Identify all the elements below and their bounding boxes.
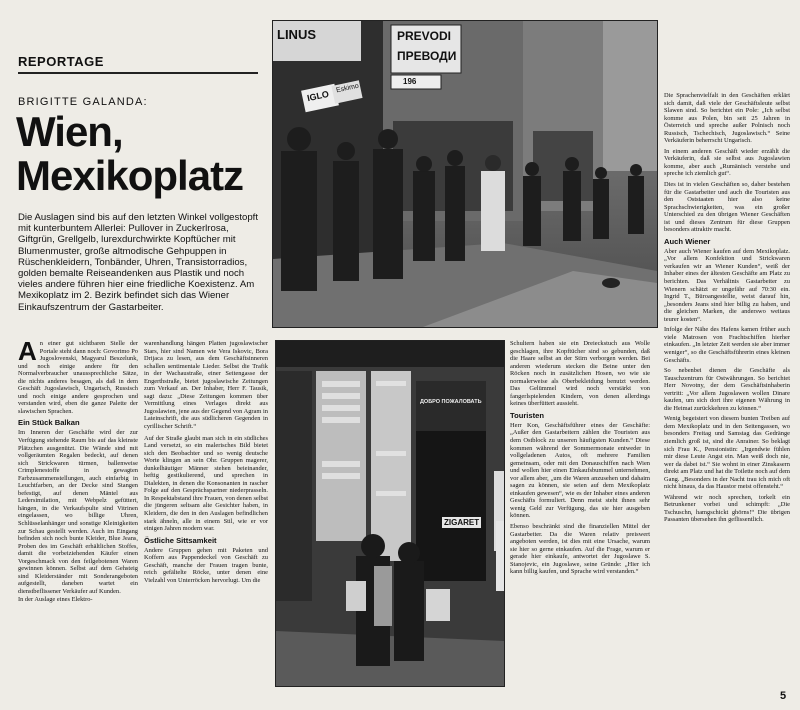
subhead-ein-stueck-balkan: Ein Stück Balkan (18, 418, 80, 428)
sign-eskimo: Eskimo (335, 82, 360, 95)
col4-paragraph-3: Dies ist in vielen Geschäften so, daher bestehen für die Gastarbeiter und auch die Touristen aus den Oststaaten hier also keine Sprachschwierigkeiten, was ein großer Unterschied zu den übrigen Wiener Geschäften ist und dieses Zentrum für diese Gruppen besonders attraktiv macht. (664, 181, 790, 234)
col4-paragraph-8: Während wir noch sprechen, torkelt ein Betrunkener vorbei und schimpft: „Die Tschuschn, hamgschickt ghörns!“ Die übrigen Passanten übersehen ihn geflissentlich. (664, 493, 790, 524)
shopfront-photo (275, 340, 505, 687)
col2-paragraph-2: Auf der Straße glaubt man sich in ein südliches Land versetzt, so ein malerisches Bild bietet sich den Beobachter und so wenig deutsche Worte klingen an sein Ohr. Gruppen magerer, dunkelhäutiger Männer stehen beieinander, heftig gestikulierend, und sprechen in Dialekten, in denen die Konsonanten in rascher Folge auf den Gesprächspartner niederprasseln. In Respektabstand ihre Frauen, von denen selbst die jüngeren seltsam alte Gesichter haben, in Kleidern, die den in den Auslagen befindlichen stark ähneln, alle in einem Stil, wie er vor einigen Jahren modern war. (144, 434, 268, 533)
sign-linus: LINUS (277, 27, 316, 42)
col1-paragraph-3: In der Auslage eines Elektro- (18, 595, 93, 603)
sign-zigaret: ZIGARET (444, 518, 480, 527)
sign-cyrillic: ДОБРО ПОЖАЛОВАТЬ (420, 399, 482, 405)
col4-paragraph-7: Wenig begeistert von diesem bunten Treiben auf dem Mexikoplatz und in den Seitengassen, wo besonders Freitag und Samstag das Gedränge ziemlich groß ist, sind die Anrainer. So beklagt sich Frau K., Pensionistin: „Irgendwie fühlen mir diese Leute Angst ein. Man weiß doch nie, wer da dabei ist.“ Sie wohnt in einer Zinskasern direkt am Platz und hat die Toilette noch auf dem Gang. „Besonders in der Nacht trau ich mich oft nicht hinaus, da das Haustor meist offensteht.“ (664, 415, 790, 491)
sign-number: 196 (403, 77, 417, 86)
sign-iglo: IGLO (306, 88, 330, 104)
sign-prevodi-cyrillic: ПРЕВОДИ (397, 49, 457, 63)
col4-paragraph-5: Infolge der Nähe des Hafens kamen früher auch viele Matrosen von Frachtschiffen hierher einkaufen. „In letzter Zeit werden sie aber immer weniger“, so die Geschäftsführerin eines kleinen Geschäfts. (664, 326, 790, 364)
article-column-3 (510, 340, 650, 685)
article-column-4 (664, 92, 790, 686)
col3-paragraph-3: Ebenso beschränkt sind die finanziellen Mittel der Gastarbeiter. Da die Waren relativ preiswert angeboten werden, ist dies mit eine Ursache, warum sie hier so gerne einkaufen. Auf die Frage, warum er gerade hier einkaufe, antwortet der Jugoslawe S. Stanojevic, ein Jugoslawe, seine Gründe: „Hier ich kann billig kaufen, und Sprache wird verstanden.“ (510, 523, 650, 576)
col1-paragraph-1: n einer gut sichtbaren Stelle der Portale steht dann noch: Govorimo Po Jugoslovenski, Magyarul Beszelunk, und noch einige andere für den Normalverbraucher unaussprechliche Sätze, die nichts anderes besagen, als daß in dem Geschäft Jugoslawisch, Ungarisch, Russisch und noch einige andere gesprochen und verstanden wird, eben die ganze Palette der slawischen Sprachen. (18, 340, 138, 415)
col4-paragraph-2: In einem anderen Geschäft wieder erzählt die Verkäuferin, daß sie selbst aus Jugoslawien komme, aber auch „Rumänisch verstehe und spreche ich ziemlich gut“. (664, 147, 790, 178)
street-photo (272, 20, 658, 328)
author-byline: BRIGITTE GALANDA: (18, 96, 148, 108)
article-headline (16, 110, 276, 198)
lead-paragraph: Die Auslagen sind bis auf den letzten Winkel vollgestopft mit kunterbuntem Allerlei: Pullover in Zuckerlrosa, Giftgrün, Grellgelb, lurexdurchwirkte Kopftücher mit Blumenmuster, große altmodische Gehpuppen in Rüschenkleidern, Tonbänder, Uhren, Transistorradios, golden bemalte Reiseandenken aus Plastik und noch vieles andere führen hier eine friedliche Koexistenz. Am Mexikoplatz im 2. Bezirk befindet sich das Wiener Einkaufszentrum der Gastarbeiter. (18, 212, 258, 313)
col4-paragraph-4: Aber auch Wiener kaufen auf dem Mexikoplatz. „Vor allem Konfektion und Strickwaren verkaufen wir an Wiener Kunden“, weiß der Inhaber eines der ältesten Geschäfte am Platz zu berichten. Das Verhältnis Gastarbeiter zu Wienern schätzt er ungefähr auf 70:30 ein. Ingrid T., Büroangestellte, weist darauf hin, „besonders Jeans sind hier billig zu haben, und die gleichen Marken, die anderswo weitaus teurer kosten“. (664, 247, 790, 323)
col1-paragraph-2: Im Inneren der Geschäfte wird der zur Verfügung stehende Raum bis auf das kleinste Plätzchen ausgenützt. Die Wände sind mit vollgeräumten Regalen bedeckt, auf denen sich Strickwaren türmen, ballenweise Crimplenestoffe in gewagten Farbzusammenstellungen, auch einfarbig in Leuchtfarben, an der Decke sind Stangen befestigt, auf denen Mäntel aus Ledersimilation, mit Webpelz gefüttert, hängen, in die Verkaufspulte sind Vitrinen eingelassen, wo billige Uhren, Schlüsselanhänger und sonstige Kleinigkeiten zur Schau gestellt werden. Auch im Eingang befinden sich noch bunte Kleider, Blue Jeans, Proben des im Geschäft erhältlichen Stoffes, damit die vorbeiziehenden Käufer einen Vorgeschmack von den feilgebotenen Waren gewinnen können. Selbst auf dem Gehsteig sind Kleiderständer mit Sonderangeboten aufgestellt, daneben wartet ein dienstbeflissener Verkäufer auf Kunden. (18, 429, 138, 595)
article-column-1 (18, 340, 138, 702)
sign-prevodi: PREVODI (397, 29, 452, 43)
article-column-2 (144, 340, 268, 702)
col2-paragraph-1: warenhandlung hängen Platten jugoslawischer Stars, hier sind Namen wie Vera Iskovic, Bora Drijaca zu lesen, aus dem Geschäftsinneren schallen sentimentale Lieder. Selbst die Trafik in der Wachaustraße, einer Seitengasse der Engerthstraße, bietet jugoslawische Zeitungen zum Verkauf an. Der Inhaber, Herr F. Tausik, sagt dazu: „Diese Zeitungen kommen über Vermittlung eines Verlages direkt aus Jugoslawien, jene aus der Gegend von Agram in Lateinschrift, die aus südlicheren Gegenden in cyrillischer Schrift.“ (144, 340, 268, 431)
page-number: 5 (780, 690, 787, 702)
subhead-auch-wiener: Auch Wiener (664, 236, 711, 246)
col3-paragraph-2: Herr Kon, Geschäftsführer eines der Geschäfte: „Außer den Gastarbeitern zählen die Touristen aus dem Ostblock zu unseren häufigsten Kunden.“ Diese kommen während der Sommermonate entweder in vollgeladenen Autos, oft mehrere Familien gemeinsam, oder mit den Donauschiffen nach Wien und wollen hier einen Einkaufsbummel unternehmen, vor allem aber, „um die Waren anzusehen und dahaim sagen zu können, sie seien auf dem Mexikoplatz einkaufen gewesen“, wie es der Inhaber eines anderen Geschäfts formuliert. Denn meist steht ihnen sehr wenig Geld zur Verfügung, das sie hier ausgeben können. (510, 421, 650, 520)
section-kicker: REPORTAGE (18, 54, 258, 74)
street-scene-illustration (273, 21, 657, 327)
headline-line2: Mexikoplatz (16, 152, 244, 199)
headline-line1: Wien, (16, 108, 123, 155)
col4-paragraph-6: So nebenbei dienen die Geschäfte als Tauschzentrum für Ostwährungen. So berichtet Herr Novotny, der dem Geschäftsinhaberin vertritt: „Vor allem Jugoslawen wollen Dinare kaufen, um sich dort ihre eigenen Währung in die Heimat zurückkehren zu können.“ (664, 367, 790, 412)
col3-paragraph-1: Schultern haben sie ein Dreieckstuch aus Wolle geschlagen, ihre Kopftücher sind so gebunden, daß die Haare selbst an der Stirn verborgen werden. Bei anderen wiederum stecken die Beine unter den Röcken noch in zusätzlichen Hosen, wo wie sie normalerweise als Oberbekleidung benutzt werden. Das Gelümmel wird noch verstärkt von fangerlspielenden Kindern, von denen allerdings keines überfüttert aussieht. (510, 340, 650, 408)
drop-cap: A (18, 340, 37, 366)
subhead-touristen: Touristen (510, 410, 545, 420)
shopfront-illustration (276, 341, 504, 686)
col2-paragraph-3: Andere Gruppen gehen mit Paketen und Koffern aus Pappendeckel von Geschäft zu Geschäft, manche der Frauen tragen bunte, reich gefältelte Röcke, unter denen eine Vielzahl von Unterröcken hervorlugt. Um die (144, 546, 268, 584)
col4-paragraph-1: Die Sprachenvielfalt in den Geschäften erklärt sich damit, daß viele der Geschäftsleute selbst Slawen sind. So berichtet ein Pole: „Ich selbst komme aus Polen, bin seit 25 Jahren in Österreich und spreche außer Polnisch noch Russisch, Tschechisch, Jugoslawisch.“ Seine Verkäuferin beherrscht Ungarisch. (664, 92, 790, 145)
subhead-oestliche-sittsamkeit: Östliche Sittsamkeit (144, 535, 217, 545)
